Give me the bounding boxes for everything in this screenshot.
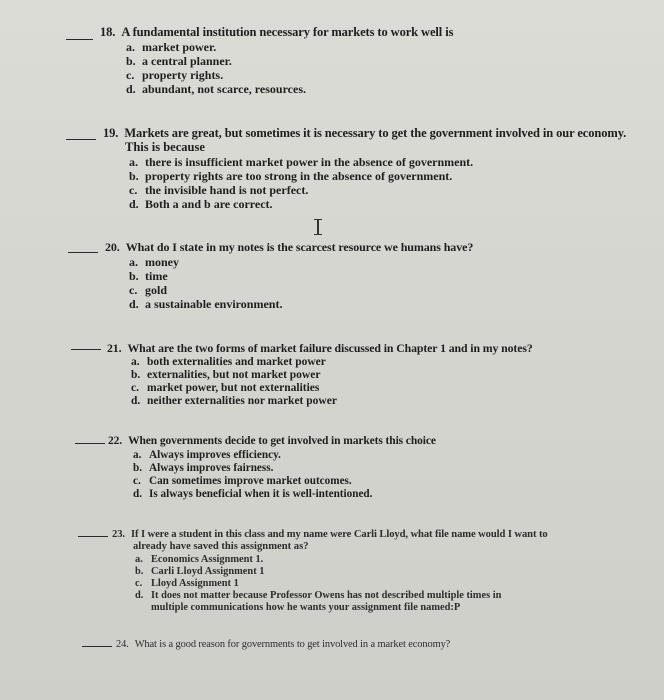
option-d-continuation: multiple communications how he wants your assignment file named:P (151, 602, 461, 613)
option-a: a. market power. (126, 40, 217, 54)
question-continuation: already have saved this assignment as? (133, 541, 309, 552)
answer-blank[interactable] (71, 349, 101, 350)
option-a: a. both externalities and market power (131, 356, 326, 368)
question-text: 19. Markets are great, but sometimes it is necessary to get the government involved in our economy. (103, 126, 627, 140)
option-c: c. property rights. (126, 68, 224, 82)
answer-blank[interactable] (78, 536, 108, 537)
question-continuation: This is because (125, 140, 205, 154)
option-d: d. a sustainable environment. (129, 297, 283, 311)
question-text: 20. What do I state in my notes is the scarcest resource we humans have? (105, 240, 474, 254)
answer-blank[interactable] (82, 646, 112, 647)
question-text: 24. What is a good reason for governments to get involved in a market economy? (116, 639, 451, 650)
answer-blank[interactable] (68, 252, 98, 253)
option-a: a. there is insufficient market power in the absence of government. (129, 155, 474, 169)
option-b: b. a central planner. (126, 54, 232, 68)
question-text: 21. What are the two forms of market failure discussed in Chapter 1 and in my notes? (107, 341, 533, 355)
option-d: d. Both a and b are correct. (129, 197, 273, 211)
option-a: a. money (129, 255, 179, 269)
option-b: b. time (129, 269, 168, 283)
text-cursor-icon (313, 219, 323, 235)
option-a: a. Economics Assignment 1. (135, 554, 264, 565)
option-c: c. market power, but not externalities (131, 382, 320, 394)
answer-blank[interactable] (66, 139, 96, 140)
option-b: b. Carli Lloyd Assignment 1 (135, 566, 265, 577)
option-b: b. property rights are too strong in the absence of government. (129, 169, 453, 183)
option-a: a. Always improves efficiency. (133, 449, 281, 461)
option-c: c. Can sometimes improve market outcomes. (133, 475, 352, 487)
option-c: c. gold (129, 283, 168, 297)
option-d: d. neither externalities nor market power (131, 395, 337, 407)
answer-blank[interactable] (66, 39, 93, 40)
option-d: d. Is always beneficial when it is well-intentioned. (133, 488, 373, 500)
question-text: 18. A fundamental institution necessary for markets to work well is (100, 25, 454, 39)
question-text: 22. When governments decide to get involved in markets this choice (108, 435, 436, 447)
question-text: 23. If I were a student in this class and my name were Carli Lloyd, what file name would I want to (112, 529, 548, 540)
option-b: b. externalities, but not market power (131, 369, 321, 381)
option-b: b. Always improves fairness. (133, 462, 274, 474)
answer-blank[interactable] (75, 443, 105, 444)
option-c: c. the invisible hand is not perfect. (129, 183, 309, 197)
option-d: d. abundant, not scarce, resources. (126, 82, 307, 96)
option-c: c. Lloyd Assignment 1 (135, 578, 239, 589)
option-d: d. It does not matter because Professor Owens has not described multiple times in (135, 590, 502, 601)
